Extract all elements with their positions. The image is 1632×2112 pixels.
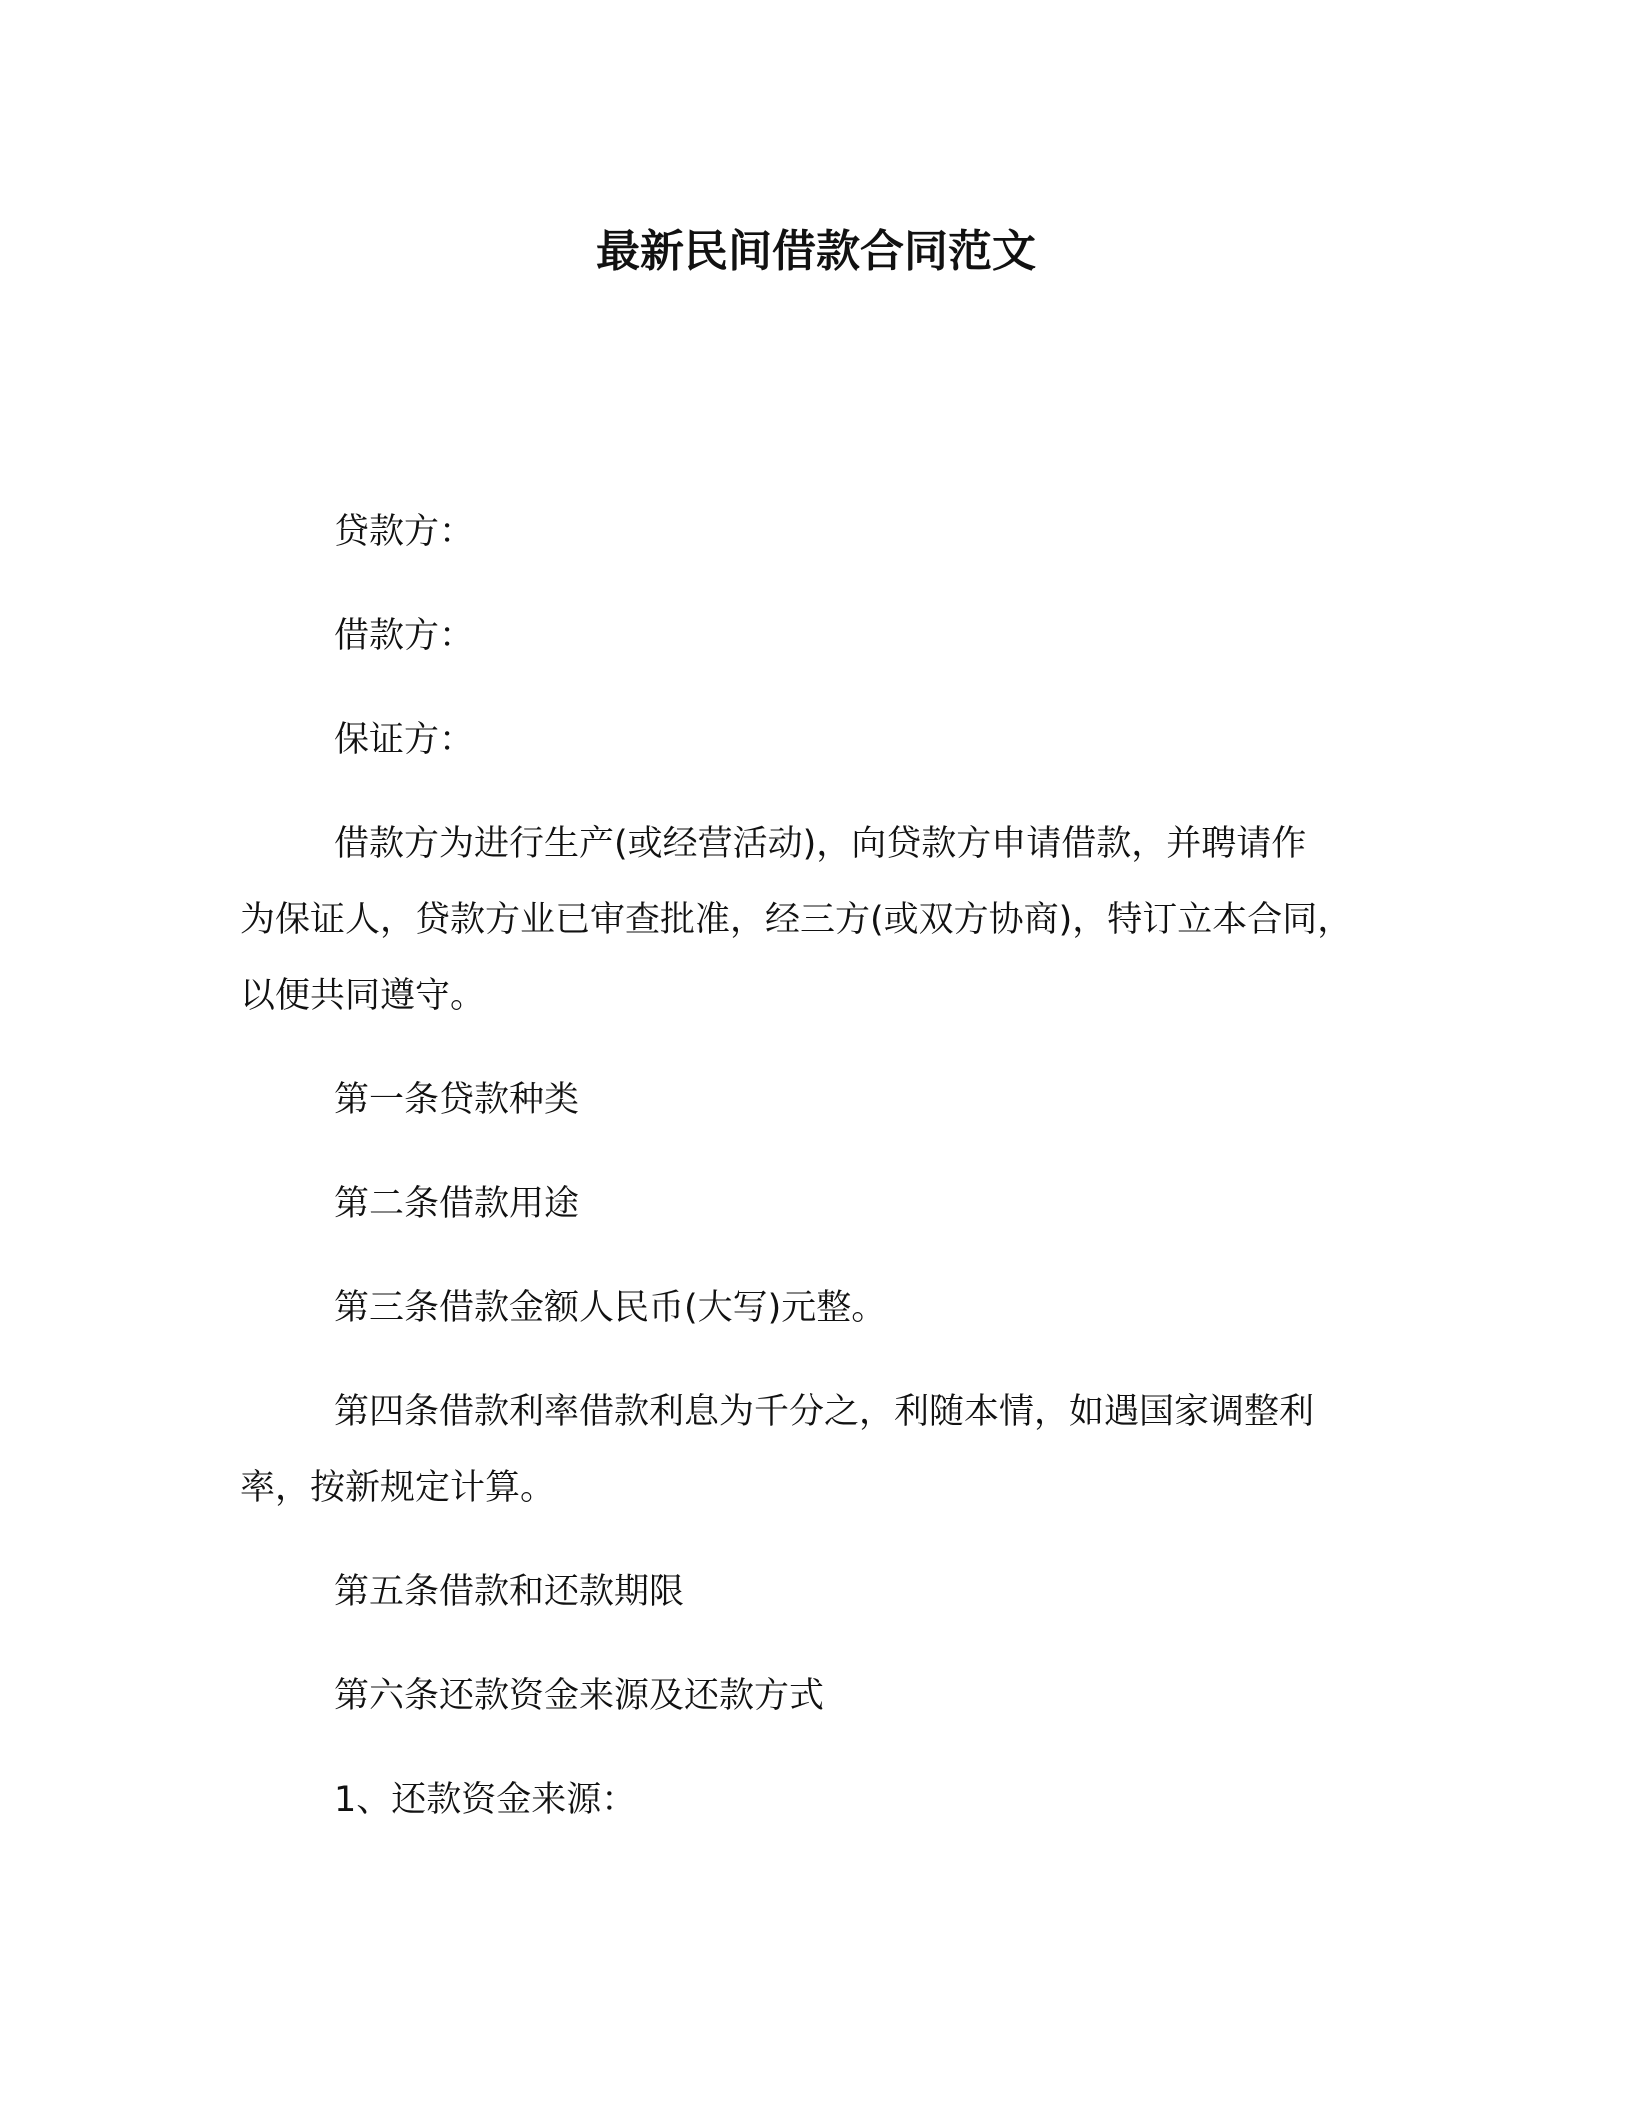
preamble-line-2: 为保证人，贷款方业已审查批准，经三方(或双方协商)，特订立本合同， xyxy=(240,900,1353,940)
document-body xyxy=(240,494,1410,1866)
borrower-field: 借款方： xyxy=(334,616,475,656)
article-4 xyxy=(240,1374,1410,1526)
article-3: 第三条借款金额人民币(大写)元整。 xyxy=(334,1288,887,1328)
article-2: 第二条借款用途 xyxy=(334,1184,580,1224)
preamble-line-1: 借款方为进行生产(或经营活动)，向贷款方申请借款，并聘请作 xyxy=(334,824,1307,864)
article-6: 第六条还款资金来源及还款方式 xyxy=(334,1676,825,1716)
preamble-line-3: 以便共同遵守。 xyxy=(240,976,486,1016)
article-4-line-1: 第四条借款利率借款利息为千分之，利随本情，如遇国家调整利 xyxy=(334,1392,1315,1432)
article-5: 第五条借款和还款期限 xyxy=(334,1572,685,1612)
article-4-line-2: 率，按新规定计算。 xyxy=(240,1468,556,1508)
lender-field: 贷款方： xyxy=(334,512,475,552)
article-6-item-1: 1、还款资金来源： xyxy=(334,1780,637,1820)
preamble-paragraph xyxy=(240,806,1410,1034)
guarantor-field: 保证方： xyxy=(334,720,475,760)
article-1: 第一条贷款种类 xyxy=(334,1080,580,1120)
document-title: 最新民间借款合同范文 xyxy=(596,226,1036,277)
